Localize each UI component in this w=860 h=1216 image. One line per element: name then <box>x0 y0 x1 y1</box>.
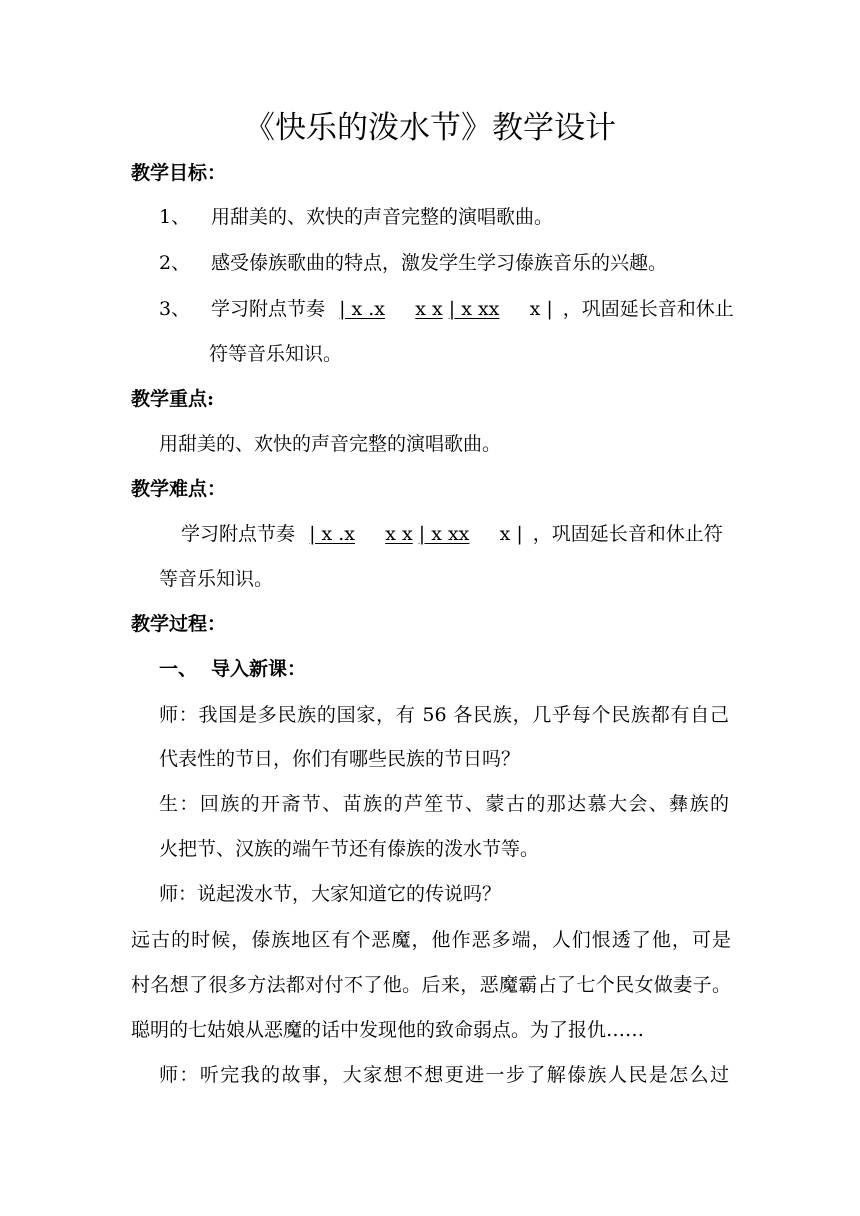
paragraph-line: 远古的时候，傣族地区有个恶魔，他作恶多端，人们恨透了他，可是 <box>131 929 731 951</box>
rhythm-notation <box>309 521 523 547</box>
rhythm-bar: x | <box>529 298 553 320</box>
key-point-heading: 教学重点: <box>131 388 215 410</box>
paragraph-line: 聪明的七姑娘从恶魔的话中发现他的致命弱点。为了报仇…… <box>131 1019 645 1041</box>
paragraph-line: 师：我国是多民族的国家，有 56 各民族，几乎每个民族都有自己 <box>159 704 729 726</box>
objective-number: 3、 <box>159 298 191 320</box>
objective-number: 2、 <box>159 252 191 274</box>
paragraph-line: 火把节、汉族的端午节还有傣族的泼水节等。 <box>159 838 540 860</box>
rhythm-notation <box>339 296 553 322</box>
rhythm-bar: x | <box>499 523 523 545</box>
process-heading: 教学过程： <box>131 613 227 635</box>
rhythm-bar: x x <box>385 523 413 545</box>
objective-item-1 <box>159 204 553 230</box>
objective-item-3-continuation: 符等音乐知识。 <box>209 343 343 365</box>
rhythm-bar: | x .x <box>309 523 356 545</box>
objective-item-3 <box>159 296 734 322</box>
objective-text: 感受傣族歌曲的特点，激发学生学习傣族音乐的兴趣。 <box>211 252 668 274</box>
objective-text: 用甜美的、欢快的声音完整的演唱歌曲。 <box>211 206 554 228</box>
rhythm-bar: | x .x <box>339 298 386 320</box>
objectives-heading: 教学目标： <box>131 162 227 184</box>
objective-text: 学习附点节奏 <box>211 298 326 320</box>
rhythm-bar: | x xx <box>448 298 500 320</box>
paragraph-line: 师：听完我的故事，大家想不想更进一步了解傣族人民是怎么过 <box>159 1064 729 1086</box>
paragraph-line: 代表性的节日，你们有哪些民族的节日吗？ <box>159 748 521 770</box>
paragraph-line: 生：回族的开斋节、苗族的芦笙节、蒙古的那达慕大会、彝族的 <box>159 793 729 815</box>
difficulty-continuation: 等音乐知识。 <box>159 568 274 590</box>
key-point-text: 用甜美的、欢快的声音完整的演唱歌曲。 <box>159 433 502 455</box>
paragraph-line: 村名想了很多方法都对付不了他。后来，恶魔霸占了七个民女做妻子。 <box>131 974 731 996</box>
objective-item-2 <box>159 250 667 276</box>
difficulty-text-tail: ，巩固延长音和休止符 <box>532 523 723 545</box>
difficulty-heading: 教学难点： <box>131 478 227 500</box>
section-number: 一、 <box>159 658 198 680</box>
difficulty-text-lead: 学习附点节奏 <box>181 523 296 545</box>
objective-text-tail: ，巩固延长音和休止 <box>562 298 734 320</box>
section-title: 导入新课： <box>211 658 307 680</box>
document-title: 《快乐的泼水节》教学设计 <box>244 110 616 146</box>
difficulty-text <box>181 521 723 547</box>
paragraph-line: 师：说起泼水节，大家知道它的传说吗？ <box>159 883 502 905</box>
section-heading-intro <box>159 656 306 682</box>
rhythm-bar: x x <box>415 298 443 320</box>
rhythm-bar: | x xx <box>418 523 470 545</box>
objective-number: 1、 <box>159 206 191 228</box>
